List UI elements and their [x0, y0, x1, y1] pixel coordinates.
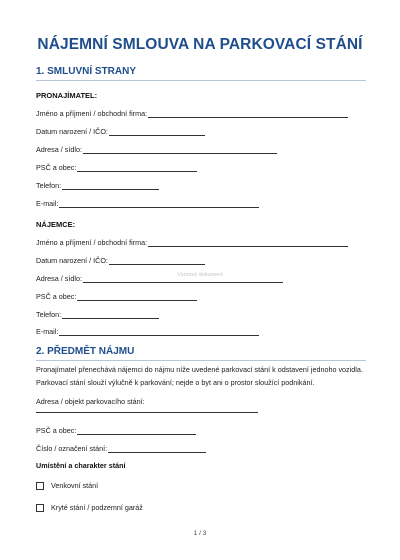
field-label: Jméno a příjmení / obchodní firma:: [36, 238, 148, 247]
field-label: E-mail:: [36, 199, 59, 208]
najemce-email-field[interactable]: [36, 327, 259, 336]
option-covered[interactable]: [36, 503, 143, 512]
document-title: NÁJEMNÍ SMLOUVA NA PARKOVACÍ STÁNÍ: [37, 36, 363, 53]
option-label: Kryté stání / podzemní garáž: [51, 503, 143, 512]
checkbox[interactable]: [36, 504, 44, 512]
parking-address-line[interactable]: [36, 411, 258, 413]
fill-line[interactable]: [83, 147, 277, 154]
subject-paragraph: Pronajímatel přenechává nájemci do nájmu níže uvedené parkovací stání k odstavení jednoho vozidla. Parkovací stání slouží výlučně k parkování; nejde o byt ani o prostor sloužící podnikání.: [36, 365, 363, 387]
field-label: PSČ a obec:: [36, 163, 77, 172]
pronajimatel-name-field[interactable]: [36, 109, 348, 118]
fill-line[interactable]: [109, 258, 205, 265]
section-2-heading: 2. PŘEDMĚT NÁJMU: [36, 346, 135, 357]
fill-line[interactable]: [108, 446, 206, 453]
fill-line[interactable]: [83, 276, 283, 283]
field-label: PSČ a obec:: [36, 292, 77, 301]
fill-line[interactable]: [77, 428, 196, 435]
pronajimatel-psc-field[interactable]: [36, 163, 197, 172]
najemce-address-field[interactable]: [36, 274, 283, 283]
placement-heading: Umístění a charakter stání: [36, 461, 126, 470]
parking-number-field[interactable]: [36, 444, 206, 453]
fill-line[interactable]: [77, 294, 197, 301]
najemce-name-field[interactable]: [36, 238, 348, 247]
field-label: Číslo / označení stání:: [36, 444, 108, 453]
parking-address-label: [36, 397, 145, 406]
field-label: Telefon:: [36, 181, 62, 190]
najemce-label: NÁJEMCE:: [36, 220, 76, 229]
pronajimatel-address-field[interactable]: [36, 145, 277, 154]
fill-line[interactable]: [62, 312, 159, 319]
field-label: Datum narození / IČO:: [36, 127, 108, 136]
field-label: PSČ a obec:: [36, 426, 77, 435]
field-label: Datum narození / IČO:: [36, 256, 108, 265]
fill-line[interactable]: [148, 240, 348, 247]
fill-line[interactable]: [62, 183, 159, 190]
pronajimatel-phone-field[interactable]: [36, 181, 159, 190]
fill-line[interactable]: [59, 201, 259, 208]
parking-psc-field[interactable]: [36, 426, 196, 435]
field-label: Adresa / sídlo:: [36, 274, 82, 283]
pronajimatel-birth-field[interactable]: [36, 127, 205, 136]
najemce-psc-field[interactable]: [36, 292, 197, 301]
field-label: Adresa / sídlo:: [36, 145, 82, 154]
field-label: Adresa / objekt parkovacího stání:: [36, 397, 145, 406]
option-outdoor[interactable]: [36, 481, 98, 490]
field-label: Jméno a příjmení / obchodní firma:: [36, 109, 148, 118]
checkbox[interactable]: [36, 482, 44, 490]
najemce-birth-field[interactable]: [36, 256, 205, 265]
section-1-heading: 1. SMLUVNÍ STRANY: [36, 66, 137, 77]
fill-line[interactable]: [148, 111, 348, 118]
section-2-rule: [36, 360, 366, 361]
page-indicator: 1 / 3: [193, 530, 207, 537]
fill-line[interactable]: [59, 329, 259, 336]
field-label: Telefon:: [36, 310, 62, 319]
najemce-phone-field[interactable]: [36, 310, 159, 319]
field-label: E-mail:: [36, 327, 59, 336]
fill-line[interactable]: [109, 129, 205, 136]
section-1-rule: [36, 80, 366, 81]
pronajimatel-label: PRONAJÍMATEL:: [36, 91, 98, 100]
pronajimatel-email-field[interactable]: [36, 199, 259, 208]
option-label: Venkovní stání: [51, 481, 99, 490]
fill-line[interactable]: [77, 165, 197, 172]
watermark-center-text: Vzorový dokument: [177, 272, 223, 278]
